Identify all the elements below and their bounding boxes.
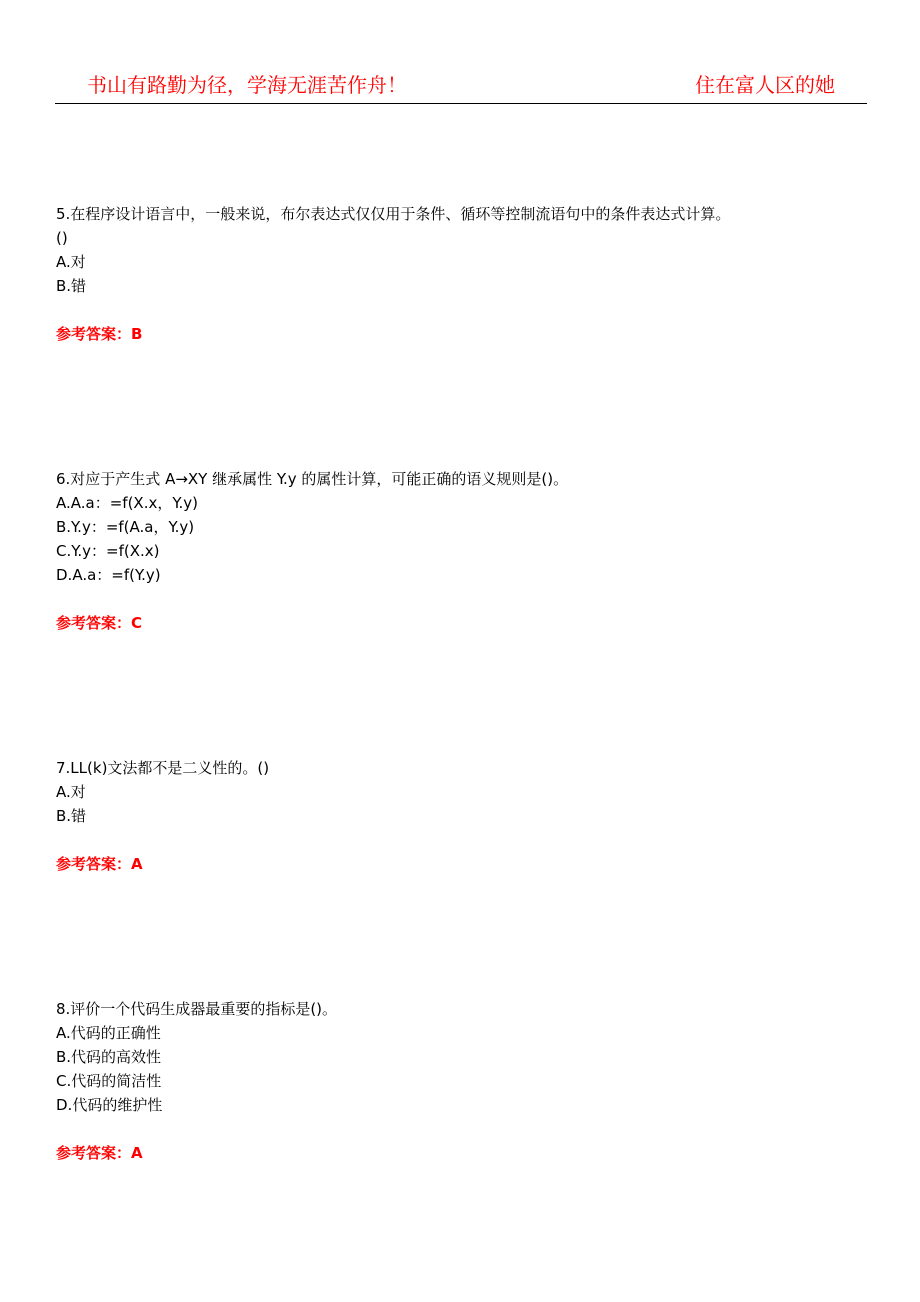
question-stem: 5.在程序设计语言中，一般来说，布尔表达式仅仅用于条件、循环等控制流语句中的条件表达式计算。 [56, 205, 731, 223]
option-a: A.对 [56, 783, 86, 801]
question-stem-continued: () [56, 229, 68, 247]
question-7 [56, 756, 876, 876]
reference-answer: 参考答案：B [56, 325, 143, 343]
question-8 [56, 997, 876, 1165]
header-author: 住在富人区的她 [695, 73, 835, 97]
option-b: B.Y.y：=f(A.a，Y.y) [56, 518, 195, 536]
reference-answer: 参考答案：A [56, 1144, 143, 1162]
page-header [55, 70, 867, 104]
option-b: B.错 [56, 277, 87, 295]
option-a: A.对 [56, 253, 86, 271]
option-d: D.A.a：=f(Y.y) [56, 566, 161, 584]
question-stem: 8.评价一个代码生成器最重要的指标是()。 [56, 1000, 338, 1018]
option-c: C.代码的简洁性 [56, 1072, 162, 1090]
reference-answer: 参考答案：C [56, 614, 143, 632]
option-b: B.代码的高效性 [56, 1048, 162, 1066]
header-motto: 书山有路勤为径，学海无涯苦作舟！ [87, 73, 407, 97]
question-stem: 6.对应于产生式 A→XY 继承属性 Y.y 的属性计算，可能正确的语义规则是()。 [56, 470, 569, 488]
option-b: B.错 [56, 807, 87, 825]
question-5 [56, 202, 876, 346]
question-6 [56, 467, 876, 635]
option-a: A.代码的正确性 [56, 1024, 161, 1042]
option-a: A.A.a：=f(X.x，Y.y) [56, 494, 198, 512]
reference-answer: 参考答案：A [56, 855, 143, 873]
option-c: C.Y.y：=f(X.x) [56, 542, 160, 560]
question-stem: 7.LL(k)文法都不是二义性的。() [56, 759, 270, 777]
option-d: D.代码的维护性 [56, 1096, 163, 1114]
